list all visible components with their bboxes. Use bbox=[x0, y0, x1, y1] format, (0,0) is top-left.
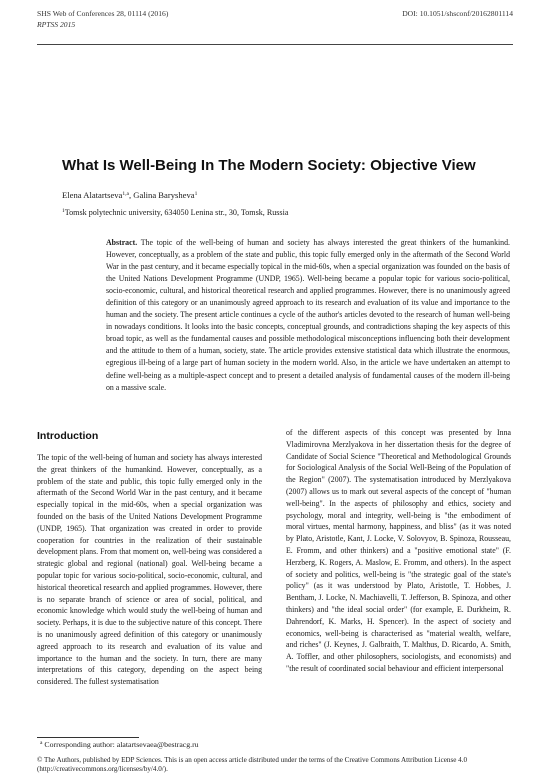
author-affiliation-mark: 1,a bbox=[122, 191, 129, 197]
affiliation-mark: 1 bbox=[62, 208, 65, 214]
author-list: Elena Alatartseva$^{1,a}$, Galina Barysheva$^1$ bbox=[62, 190, 198, 200]
section-heading-introduction: Introduction bbox=[37, 430, 99, 442]
conference-label: RPTSS 2015 bbox=[37, 20, 76, 29]
affiliation-text: Tomsk polytechnic university, 634050 Lenina str., 30, Tomsk, Russia bbox=[64, 208, 289, 217]
license-notice: © The Authors, published by EDP Sciences. This is an open access article distributed under the terms of the Creative Commons Attribution License 4.0 (http://creativecommons.org/licenses/by/4.0/). bbox=[37, 756, 468, 773]
body-column-left bbox=[37, 427, 262, 688]
footnote bbox=[40, 740, 199, 750]
author-name: Elena Alatartseva bbox=[62, 190, 123, 200]
paper-title: What Is Well-Being In The Modern Society: Objective View bbox=[62, 157, 476, 174]
author-name: Galina Barysheva bbox=[133, 190, 195, 200]
abstract-text: The topic of the well-being of human and society has always interested the great thinkers of the humankind. However, conceptually, as a problem of the state and public, this topic fully emerged only in the aftermath of the Second World War in the past century, and it became especially topical in the mid-60s, when a special organization was founded on the basis of the United Nations Development Programme (UNDP, 1965). Well-being became a popular topic for various socio-political, socio-economic, cultural, and historical theoretical research and applied programmes. However, there is no unanimously agreed definition of this category or an unanimously agreed approach to its research and evaluation of its value and importance to the human and the society. The present article continues a cycle of the author's articles devoted to the research of human well-being in nowadays conditions. It looks into the basic concepts, conceptual grounds, and contradictions shaping the key aspects of this broad topic, as well as the fundamental causes and possible methodological misconceptions influencing both their development and the attitude to them of a human, society, state. The article provides extensive statistical data which illustrate the enormous, egregious ill-being of a large part of human society in the modern world. Also, in the article we have undertaken an attempt to define well-being as a multiple-aspect concept and to present a detailed analysis of fundamental causes of the modern ill-being on a massive scale. bbox=[106, 238, 510, 392]
header-divider bbox=[37, 44, 513, 45]
doi-label[interactable]: DOI: 10.1051/shsconf/20162801114 bbox=[402, 9, 513, 18]
footnote-divider bbox=[37, 737, 139, 738]
affiliation bbox=[62, 207, 288, 218]
footnote-mark: a bbox=[40, 740, 43, 746]
footnote-text: Corresponding author: alatartsevaea@bestracg.ru bbox=[44, 740, 199, 749]
journal-citation: SHS Web of Conferences 28, 01114 (2016) bbox=[37, 9, 169, 18]
body-paragraph: of the different aspects of this concept was presented by Inna Vladimirovna Merzlyakova in her dissertation thesis for the degree of Candidate of Social Science "Theoretical and Methodological Grounds for Sociological Analysis of the Social Well-Being of the Population of the Region" (2007). The systematisation introduced by Merzlyakova (2007) allows us to mark out several aspects of the concept of "human well-being". In the aspects of philosophy and ethics, society and psychology, moral and integrity, well-being is "the embodiment of moral virtues, mental harmony, happiness, and bliss" (as it was noted by Plato, Aristotle, Kant, J. Locke, V. Solovyov, B. Spinoza, Rousseau, E. Fromm, and other thinkers) and a "positive emotional state" (F. Herzberg, K. Rogers, A. Maslow, E. Fromm, and others). In the aspect of society and politics, well-being is "the strategic goal of the state's policy" (as it was understood by Plato, Aristotle, T. Hobbes, J. Bentham, J. Locke, N. Machiavelli, T. Jefferson, B. Spinoza, and other thinkers) and "the ideal social order" (for example, E. Durkheim, R. Dahrendorf, K. Marks, H. Spencer). In the aspect of society and economics, well-being is characterised as "material wealth, welfare, and riches" (J. Keynes, J. Galbraith, T. Malthus, D. Ricardo, A. Smith, A. Toffler, and other philosophers, sociologists, and economists) and "the result of coordinated social behaviour and efficient interpersonal bbox=[286, 428, 511, 673]
author-affiliation-mark: 1 bbox=[194, 191, 198, 197]
abstract-label: Abstract. bbox=[106, 238, 138, 247]
body-paragraph: The topic of the well-being of human and society has always interested the great thinkers of the humankind. However, conceptually, as a problem of the state and public, this topic fully emerged only in the aftermath of the Second World War in the past century, and it became especially topical in the mid-60s, when a special organization was founded on the basis of the United Nations Development Programme (UNDP, 1965). That organization was created in order to provide cooperation for countries in the realization of their sustainable development plans. From that moment on, well-being was considered a strategic global and regional (national) goal. Well-being became a popular topic for various socio-political, socio-economic, cultural, and historical theoretical research and applied programmes. However, there is no separate branch of science or area of social, political, and economic knowledge which would study the well-being of human and society. Perhaps, it is due to the subjective nature of this concept. There is no unanimously agreed definition of this category or unanimously agreed approach to its research and evaluation of its value and importance to the human and the society. In turn, there are many interpretations of this category, depending on the aspect being considered. The fullest systematisation bbox=[37, 453, 262, 687]
body-column-right bbox=[286, 427, 511, 675]
running-header bbox=[37, 8, 513, 30]
abstract bbox=[106, 237, 510, 394]
